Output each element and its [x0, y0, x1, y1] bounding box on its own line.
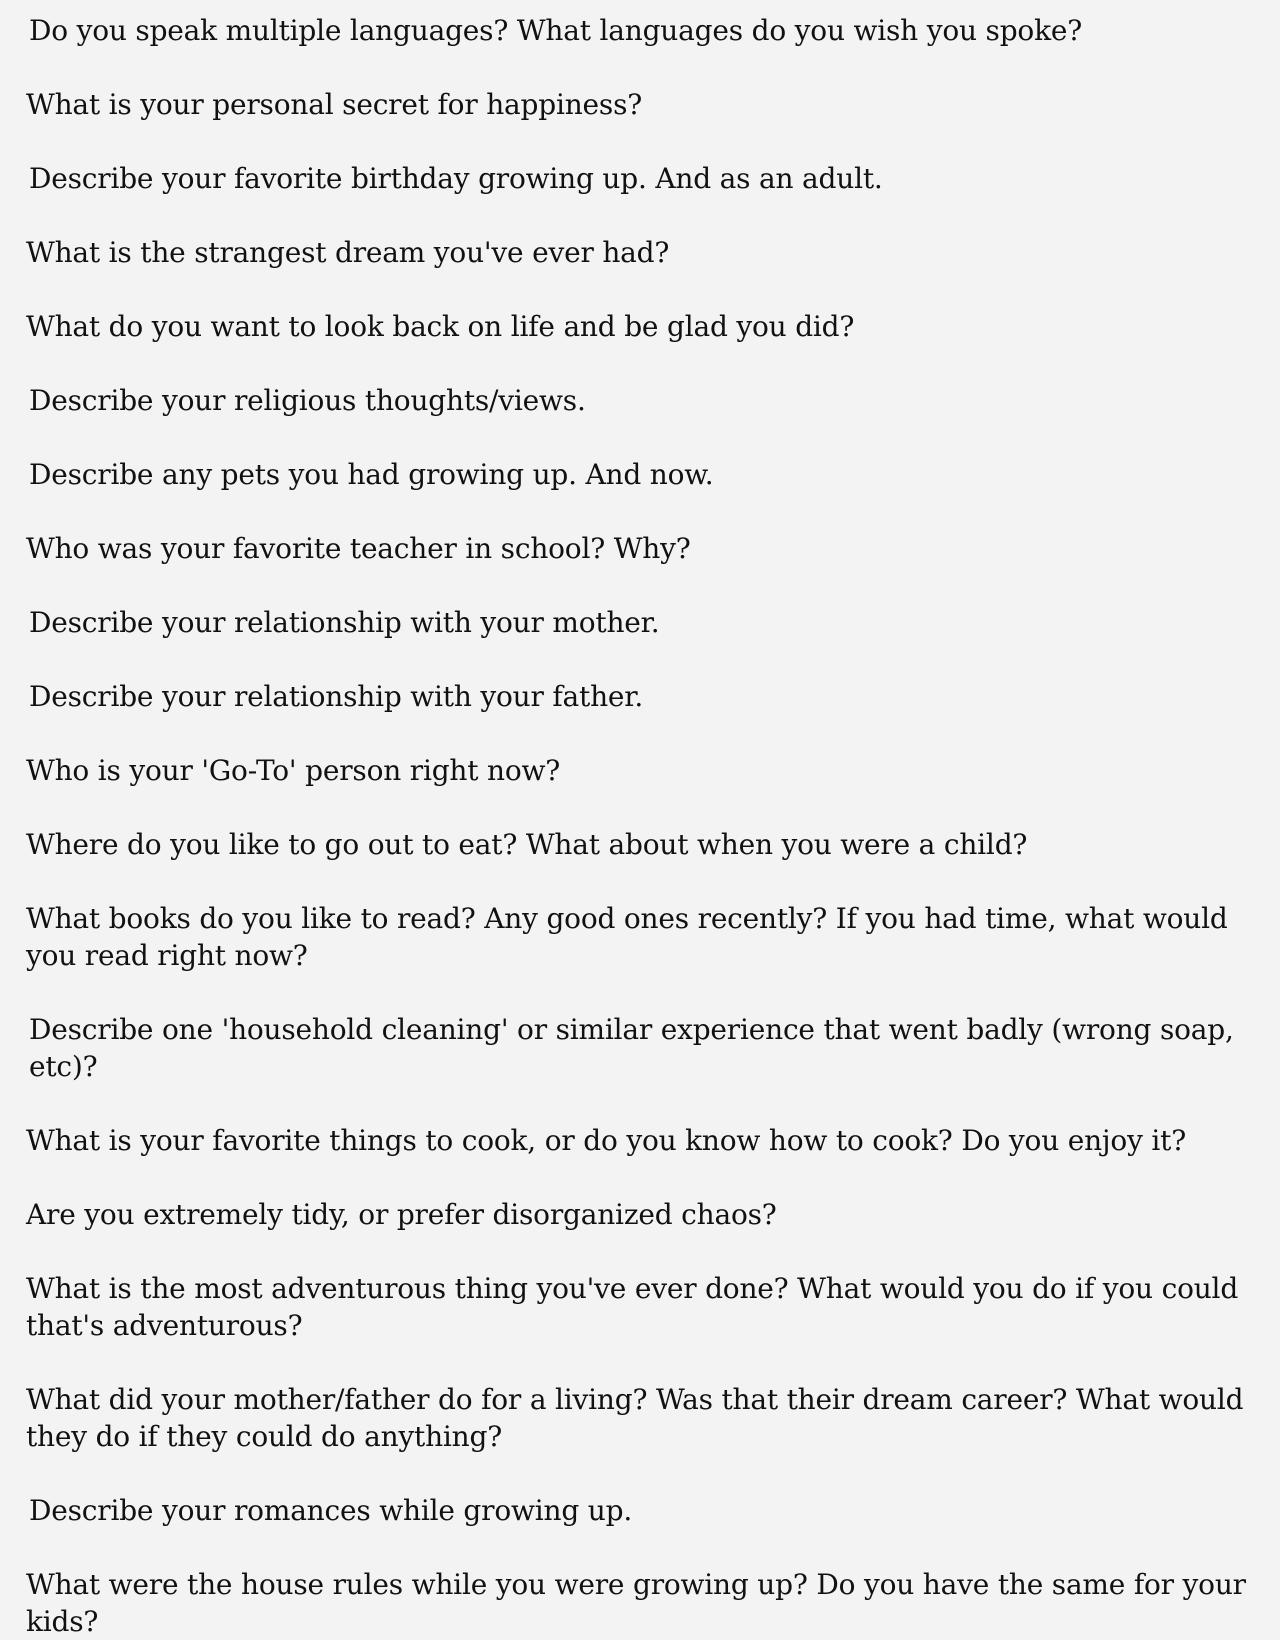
question-tidiness: Are you extremely tidy, or prefer disorganized chaos?: [26, 1198, 777, 1231]
question-look-back-on-life: What do you want to look back on life and be glad you did?: [26, 310, 855, 343]
question-happiness-secret: What is your personal secret for happiness?: [26, 88, 643, 121]
question-relationship-mother: Describe your relationship with your mother.: [29, 606, 660, 639]
question-go-to-person: Who is your 'Go-To' person right now?: [26, 754, 561, 787]
question-relationship-father: Describe your relationship with your father.: [29, 680, 644, 713]
question-eating-out: Where do you like to go out to eat? What about when you were a child?: [26, 828, 1028, 861]
question-pets: Describe any pets you had growing up. And now.: [29, 458, 714, 491]
question-cooking: What is your favorite things to cook, or do you know how to cook? Do you enjoy it?: [26, 1124, 1187, 1157]
question-favorite-teacher: Who was your favorite teacher in school? Why?: [26, 532, 691, 565]
question-house-rules: What were the house rules while you were growing up? Do you have the same for your kids?: [26, 1568, 1246, 1638]
question-languages: Do you speak multiple languages? What languages do you wish you spoke?: [29, 14, 1083, 47]
question-religious-views: Describe your religious thoughts/views.: [29, 384, 586, 417]
question-household-cleaning: Describe one 'household cleaning' or similar experience that went badly (wrong soap, etc)?: [29, 1013, 1234, 1083]
question-romances: Describe your romances while growing up.: [29, 1494, 633, 1527]
question-favorite-birthday: Describe your favorite birthday growing up. And as an adult.: [29, 162, 883, 195]
question-parents-career: What did your mother/father do for a living? Was that their dream career? What would they do if they could do anything?: [26, 1383, 1244, 1453]
question-books: What books do you like to read? Any good ones recently? If you had time, what would you read right now?: [26, 902, 1228, 972]
question-strangest-dream: What is the strangest dream you've ever had?: [26, 236, 670, 269]
question-adventurous-thing: What is the most adventurous thing you've ever done? What would you do if you could that's adventurous?: [26, 1272, 1239, 1342]
